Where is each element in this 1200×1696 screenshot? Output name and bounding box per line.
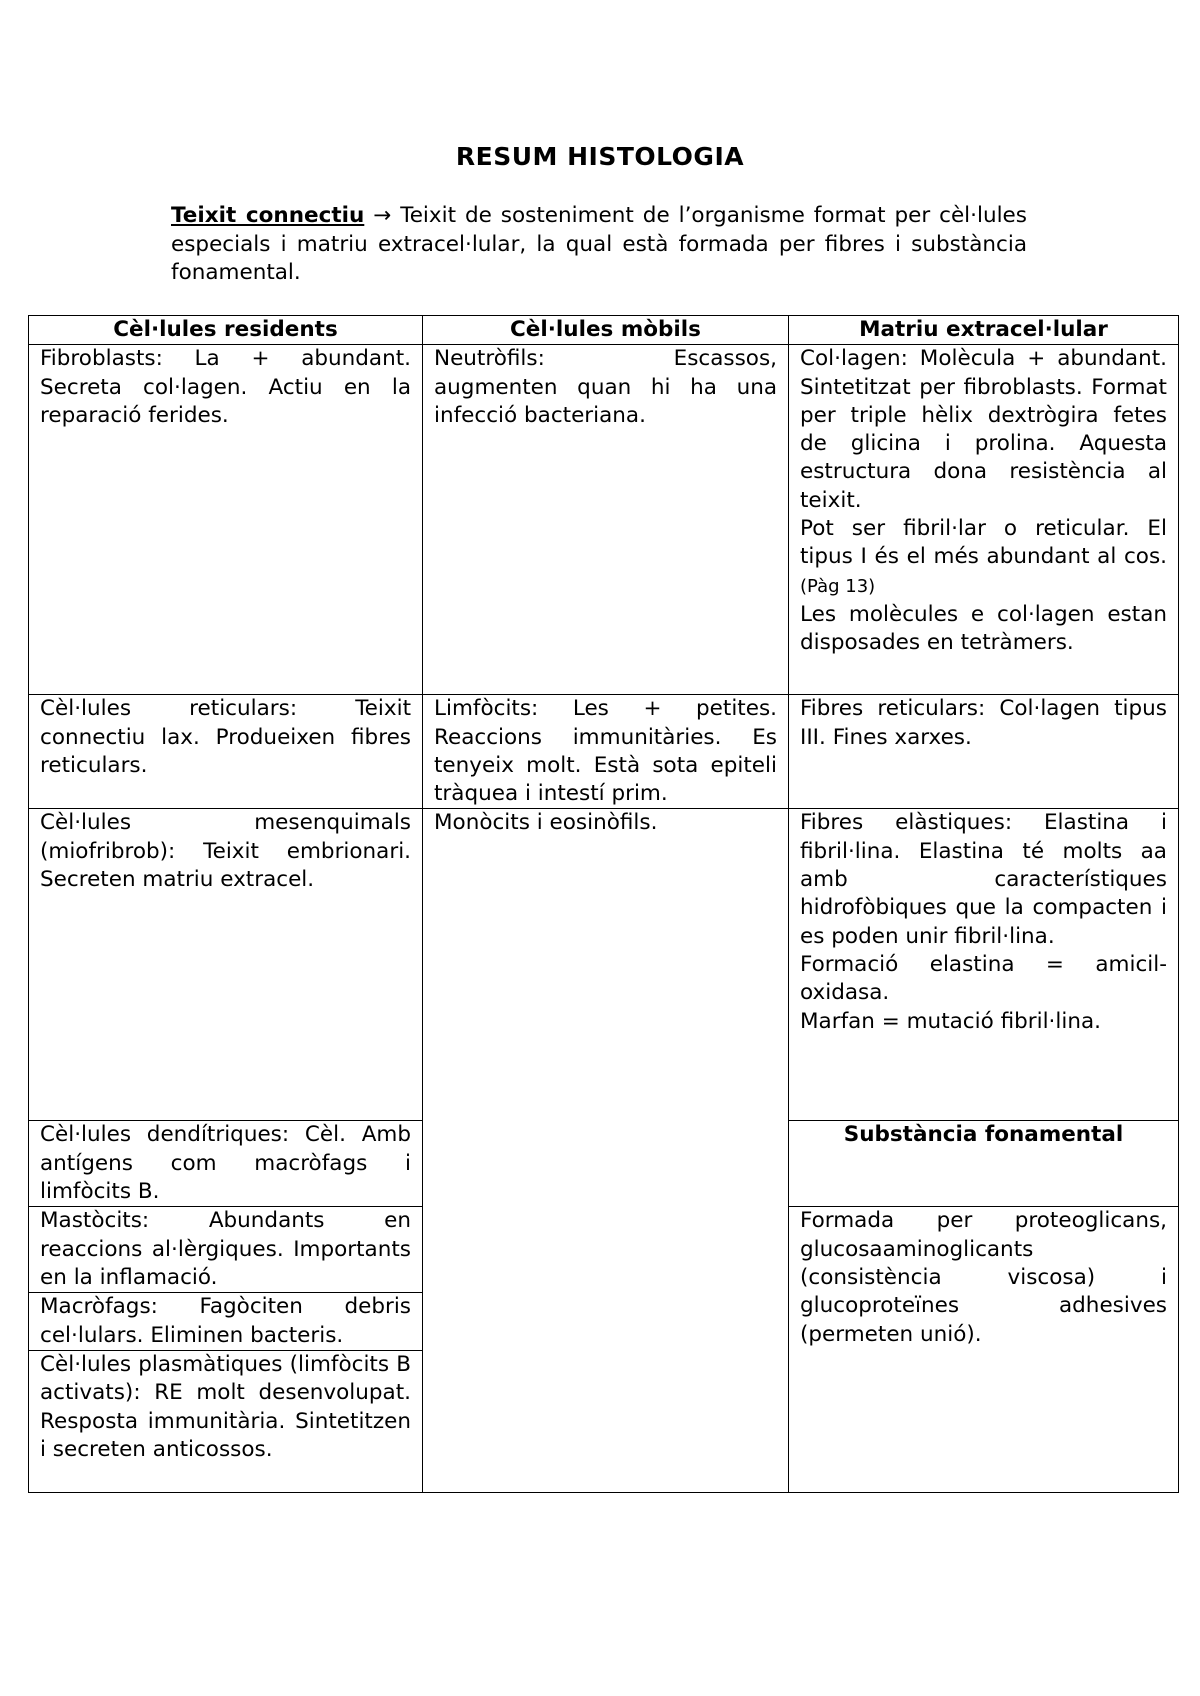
resident-mesenchymal-cells: Cèl·lules mesenquimals (miofribrob): Teixit embrionari. Secreten matriu extracel. xyxy=(29,809,423,1121)
elastic-p3: Marfan = mutació fibril·lina. xyxy=(800,1008,1101,1034)
arrow-icon: → xyxy=(373,203,392,228)
resident-mast-cells: Mastòcits: Abundants en reaccions al·lèrgiques. Importants en la inflamació. xyxy=(29,1207,423,1293)
ground-substance-text: Formada per proteoglicans, glucosaaminoglicants (consistència viscosa) i glucoproteïnes adhesives (permeten unió). xyxy=(789,1207,1179,1492)
elastic-p1: Fibres elàstiques: Elastina i fibril·lina. Elastina té molts aa amb característiques hidrofòbiques que la compacten i es poden unir fibril·lina. xyxy=(800,810,1167,949)
collagen-p3: Les molècules e col·lagen estan disposades en tetràmers. xyxy=(800,601,1167,656)
page-title: RESUM HISTOLOGIA xyxy=(455,142,745,171)
matrix-reticular-fibres: Fibres reticulars: Col·lagen tipus III. Fines xarxes. xyxy=(789,695,1179,809)
intro-term: Teixit connectiu xyxy=(171,203,365,228)
collagen-p2-text: Pot ser fibril·lar o reticular. El tipus I és el més abundant al cos. xyxy=(800,516,1167,570)
matrix-elastic-fibres xyxy=(789,809,1179,1121)
elastic-p2: Formació elastina = amicil-oxidasa. xyxy=(800,951,1167,1006)
matrix-collagen xyxy=(789,345,1179,695)
mobile-lymphocytes: Limfòcits: Les + petites. Reaccions immunitàries. Es tenyeix molt. Està sota epiteli tràquea i intestí prim. xyxy=(423,695,789,809)
table-row xyxy=(29,695,1179,809)
intro-text: Teixit de sosteniment de l’organisme format per cèl·lules especials i matriu extracel·lular, la qual està formada per fibres i substància fonamental. xyxy=(171,203,1027,285)
histology-table xyxy=(28,315,1179,1493)
resident-macrophages: Macròfags: Fagòciten debris cel·lulars. Eliminen bacteris. xyxy=(29,1293,423,1351)
ground-substance-title: Substància fonamental xyxy=(789,1121,1179,1207)
collagen-p1: Col·lagen: Molècula + abundant. Sintetitzat per fibroblasts. Format per triple hèlix dextrògira fetes de glicina i prolina. Aquesta estructura dona resistència al teixit. xyxy=(800,346,1167,513)
resident-plasma-cells: Cèl·lules plasmàtiques (limfòcits B activats): RE molt desenvolupat. Resposta immunitària. Sintetitzen i secreten anticossos. xyxy=(29,1350,423,1492)
collagen-p2 xyxy=(800,515,1167,601)
table-header-row xyxy=(29,316,1179,345)
resident-fibroblasts: Fibroblasts: La + abundant. Secreta col·lagen. Actiu en la reparació ferides. xyxy=(29,345,423,695)
mobile-monocytes-eosinophils: Monòcits i eosinòfils. xyxy=(423,809,789,1492)
table-row xyxy=(29,809,1179,1121)
header-mobile-cells: Cèl·lules mòbils xyxy=(423,316,789,345)
header-resident-cells: Cèl·lules residents xyxy=(29,316,423,345)
resident-dendritic-cells: Cèl·lules dendítriques: Cèl. Amb antígens com macròfags i limfòcits B. xyxy=(29,1121,423,1207)
intro-paragraph xyxy=(171,202,1027,288)
table-row xyxy=(29,345,1179,695)
header-extracellular-matrix: Matriu extracel·lular xyxy=(789,316,1179,345)
collagen-page-ref: (Pàg 13) xyxy=(800,575,876,597)
mobile-neutrophils: Neutròfils: Escassos, augmenten quan hi ha una infecció bacteriana. xyxy=(423,345,789,695)
resident-reticular-cells: Cèl·lules reticulars: Teixit connectiu lax. Produeixen fibres reticulars. xyxy=(29,695,423,809)
